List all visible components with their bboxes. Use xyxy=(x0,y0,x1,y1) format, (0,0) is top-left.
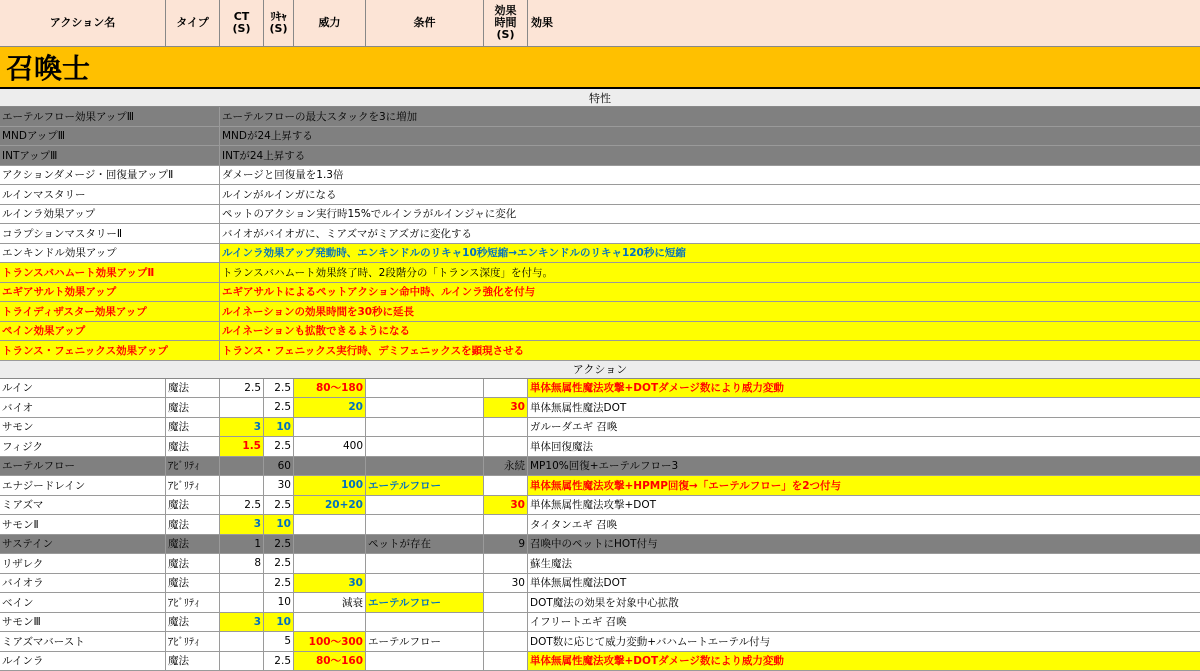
action-potency-cell[interactable]: 20+20 xyxy=(294,496,366,515)
action-row xyxy=(0,437,1200,457)
action-recast-cell[interactable]: 10 xyxy=(264,515,294,534)
action-type-cell[interactable]: 魔法 xyxy=(166,574,220,593)
action-potency-cell[interactable]: 20 xyxy=(294,398,366,417)
action-type-cell[interactable]: 魔法 xyxy=(166,379,220,398)
action-condition-cell[interactable]: エーテルフロー xyxy=(366,476,484,495)
action-duration-cell[interactable]: 30 xyxy=(484,398,528,417)
action-condition-cell[interactable]: エーテルフロー xyxy=(366,632,484,651)
action-type-cell[interactable]: 魔法 xyxy=(166,535,220,554)
action-duration-cell[interactable] xyxy=(484,437,528,456)
action-recast-cell[interactable]: 30 xyxy=(264,476,294,495)
action-ct-cell[interactable]: 3 xyxy=(220,515,264,534)
trait-name-cell[interactable]: コラプションマスタリーⅡ xyxy=(0,224,220,243)
action-row xyxy=(0,379,1200,399)
action-condition-cell[interactable] xyxy=(366,554,484,573)
action-name-cell[interactable]: バイオラ xyxy=(0,574,166,593)
trait-name-cell[interactable]: エンキンドル効果アップ xyxy=(0,244,220,263)
trait-row xyxy=(0,302,1200,322)
action-name-cell[interactable]: リザレク xyxy=(0,554,166,573)
action-name-cell[interactable]: エナジードレイン xyxy=(0,476,166,495)
action-duration-cell[interactable]: 永続 xyxy=(484,457,528,476)
action-type-cell[interactable]: 魔法 xyxy=(166,613,220,632)
action-recast-cell[interactable]: 2.5 xyxy=(264,398,294,417)
action-effect-cell[interactable]: DOT魔法の効果を対象中心拡散 xyxy=(528,593,1200,612)
trait-desc-cell[interactable]: INTが24上昇する xyxy=(220,146,1200,165)
action-name-cell[interactable]: エーテルフロー xyxy=(0,457,166,476)
trait-desc-cell[interactable]: ルインがルインガになる xyxy=(220,185,1200,204)
action-row xyxy=(0,418,1200,438)
trait-row xyxy=(0,224,1200,244)
action-recast-cell[interactable]: 60 xyxy=(264,457,294,476)
action-ct-cell[interactable] xyxy=(220,652,264,671)
action-name-cell[interactable]: ミアズマバースト xyxy=(0,632,166,651)
trait-name-cell[interactable]: ペイン効果アップ xyxy=(0,322,220,341)
action-effect-cell[interactable]: MP10%回復+エーテルフロー3 xyxy=(528,457,1200,476)
action-recast-cell[interactable]: 10 xyxy=(264,593,294,612)
action-recast-cell[interactable]: 5 xyxy=(264,632,294,651)
header-type[interactable]: タイプ xyxy=(166,0,220,46)
action-type-cell[interactable]: 魔法 xyxy=(166,496,220,515)
action-condition-cell[interactable] xyxy=(366,515,484,534)
action-condition-cell[interactable] xyxy=(366,437,484,456)
trait-name-cell[interactable]: トランスバハムート効果アップⅡ xyxy=(0,263,220,282)
action-condition-cell[interactable] xyxy=(366,418,484,437)
action-row xyxy=(0,554,1200,574)
trait-desc-cell[interactable]: トランス・フェニックス実行時、デミフェニックスを顕現させる xyxy=(220,341,1200,360)
action-row xyxy=(0,613,1200,633)
action-type-cell[interactable]: ｱﾋﾞﾘﾃｨ xyxy=(166,476,220,495)
action-duration-cell[interactable]: 30 xyxy=(484,574,528,593)
trait-row xyxy=(0,205,1200,225)
action-effect-cell[interactable]: 単体無属性魔法攻撃+DOTダメージ数により威力変動 xyxy=(528,379,1200,398)
action-condition-cell[interactable] xyxy=(366,652,484,671)
action-duration-cell[interactable] xyxy=(484,515,528,534)
action-row xyxy=(0,515,1200,535)
action-ct-cell[interactable]: 2.5 xyxy=(220,496,264,515)
trait-desc-cell[interactable]: トランスバハムート効果終了時、2段階分の「トランス深度」を付与。 xyxy=(220,263,1200,282)
trait-row xyxy=(0,185,1200,205)
action-type-cell[interactable]: ｱﾋﾞﾘﾃｨ xyxy=(166,457,220,476)
action-effect-cell[interactable]: 蘇生魔法 xyxy=(528,554,1200,573)
action-potency-cell[interactable] xyxy=(294,418,366,437)
action-type-cell[interactable]: 魔法 xyxy=(166,437,220,456)
action-potency-cell[interactable] xyxy=(294,515,366,534)
job-title-bar xyxy=(0,47,1200,89)
action-ct-cell[interactable] xyxy=(220,593,264,612)
action-type-cell[interactable]: ｱﾋﾞﾘﾃｨ xyxy=(166,632,220,651)
action-potency-cell[interactable] xyxy=(294,535,366,554)
trait-row xyxy=(0,341,1200,361)
trait-desc-cell[interactable]: ルイネーションも拡散できるようになる xyxy=(220,322,1200,341)
trait-desc-cell[interactable]: ルイネーションの効果時間を30秒に延長 xyxy=(220,302,1200,321)
action-condition-cell[interactable]: ペットが存在 xyxy=(366,535,484,554)
action-duration-cell[interactable]: 30 xyxy=(484,496,528,515)
action-row xyxy=(0,593,1200,613)
action-ct-cell[interactable]: 1 xyxy=(220,535,264,554)
action-potency-cell[interactable] xyxy=(294,554,366,573)
action-effect-cell[interactable]: 単体無属性魔法DOT xyxy=(528,574,1200,593)
action-recast-cell[interactable]: 2.5 xyxy=(264,496,294,515)
action-duration-cell[interactable]: 9 xyxy=(484,535,528,554)
action-row xyxy=(0,535,1200,555)
header-effect[interactable]: 効果 xyxy=(528,0,1200,46)
trait-desc-cell[interactable]: バイオがバイオガに、ミアズマがミアズガに変化する xyxy=(220,224,1200,243)
action-condition-cell[interactable]: エーテルフロー xyxy=(366,593,484,612)
action-name-cell[interactable]: ルインラ xyxy=(0,652,166,671)
action-potency-cell[interactable]: 100 xyxy=(294,476,366,495)
trait-name-cell[interactable]: INTアップⅢ xyxy=(0,146,220,165)
action-effect-cell[interactable]: DOT数に応じて威力変動+バハムートエーテル付与 xyxy=(528,632,1200,651)
action-type-cell[interactable]: 魔法 xyxy=(166,515,220,534)
trait-row xyxy=(0,244,1200,264)
action-recast-cell[interactable]: 2.5 xyxy=(264,652,294,671)
action-recast-cell[interactable]: 2.5 xyxy=(264,574,294,593)
action-condition-cell[interactable] xyxy=(366,574,484,593)
trait-desc-cell[interactable]: エーテルフローの最大スタックを3に増加 xyxy=(220,107,1200,126)
action-potency-cell[interactable]: 30 xyxy=(294,574,366,593)
action-ct-cell[interactable] xyxy=(220,398,264,417)
action-name-cell[interactable]: サステイン xyxy=(0,535,166,554)
trait-row xyxy=(0,146,1200,166)
action-recast-cell[interactable]: 2.5 xyxy=(264,379,294,398)
action-type-cell[interactable]: 魔法 xyxy=(166,652,220,671)
action-name-cell[interactable]: ミアズマ xyxy=(0,496,166,515)
action-effect-cell[interactable]: 単体無属性魔法攻撃+HPMP回復→「エーテルフロー」を2つ付与 xyxy=(528,476,1200,495)
action-potency-cell[interactable] xyxy=(294,457,366,476)
header-recast[interactable]: ﾘｷｬ (S) xyxy=(264,0,294,46)
action-effect-cell[interactable]: ガルーダエギ 召喚 xyxy=(528,418,1200,437)
actions-section-header xyxy=(0,361,1200,379)
action-row xyxy=(0,457,1200,477)
trait-name-cell[interactable]: トライディザスター効果アップ xyxy=(0,302,220,321)
trait-name-cell[interactable]: ルインマスタリー xyxy=(0,185,220,204)
action-ct-cell[interactable]: 3 xyxy=(220,418,264,437)
action-duration-cell[interactable] xyxy=(484,554,528,573)
action-name-cell[interactable]: サモンⅢ xyxy=(0,613,166,632)
trait-name-cell[interactable]: アクションダメージ・回復量アップⅡ xyxy=(0,166,220,185)
action-name-cell[interactable]: バイオ xyxy=(0,398,166,417)
action-condition-cell[interactable] xyxy=(366,457,484,476)
action-ct-cell[interactable]: 8 xyxy=(220,554,264,573)
action-type-cell[interactable]: 魔法 xyxy=(166,418,220,437)
job-title: 召喚士 xyxy=(6,47,90,87)
action-duration-cell[interactable] xyxy=(484,476,528,495)
action-row xyxy=(0,652,1200,671)
trait-desc-cell[interactable]: ルインラ効果アップ発動時、エンキンドルのリキャ10秒短縮→エンキンドルのリキャ120秒に短縮 xyxy=(220,244,1200,263)
action-duration-cell[interactable] xyxy=(484,379,528,398)
column-header-row xyxy=(0,0,1200,47)
actions-table xyxy=(0,379,1200,671)
trait-desc-cell[interactable]: ダメージと回復量を1.3倍 xyxy=(220,166,1200,185)
trait-name-cell[interactable]: エギアサルト効果アップ xyxy=(0,283,220,302)
trait-row xyxy=(0,127,1200,147)
header-duration[interactable]: 効果 時間 (S) xyxy=(484,0,528,46)
action-duration-cell[interactable] xyxy=(484,593,528,612)
traits-table xyxy=(0,107,1200,361)
action-type-cell[interactable]: ｱﾋﾞﾘﾃｨ xyxy=(166,593,220,612)
header-action-name[interactable]: アクション名 xyxy=(0,0,166,46)
traits-section-label: 特性 xyxy=(589,90,611,106)
action-condition-cell[interactable] xyxy=(366,496,484,515)
trait-name-cell[interactable]: MNDアップⅢ xyxy=(0,127,220,146)
action-potency-cell[interactable]: 80～160 xyxy=(294,652,366,671)
action-recast-cell[interactable]: 2.5 xyxy=(264,437,294,456)
trait-name-cell[interactable]: エーテルフロー効果アップⅢ xyxy=(0,107,220,126)
action-row xyxy=(0,632,1200,652)
action-name-cell[interactable]: ベイン xyxy=(0,593,166,612)
action-recast-cell[interactable]: 10 xyxy=(264,613,294,632)
trait-row xyxy=(0,322,1200,342)
action-ct-cell[interactable]: 1.5 xyxy=(220,437,264,456)
action-ct-cell[interactable]: 2.5 xyxy=(220,379,264,398)
trait-desc-cell[interactable]: エギアサルトによるペットアクション命中時、ルインラ強化を付与 xyxy=(220,283,1200,302)
action-row xyxy=(0,398,1200,418)
action-duration-cell[interactable] xyxy=(484,632,528,651)
trait-row xyxy=(0,263,1200,283)
action-effect-cell[interactable]: イフリートエギ 召喚 xyxy=(528,613,1200,632)
action-name-cell[interactable]: フィジク xyxy=(0,437,166,456)
action-type-cell[interactable]: 魔法 xyxy=(166,554,220,573)
traits-section-header xyxy=(0,89,1200,107)
action-potency-cell[interactable]: 100～300 xyxy=(294,632,366,651)
action-row xyxy=(0,496,1200,516)
action-row xyxy=(0,574,1200,594)
action-name-cell[interactable]: サモンⅡ xyxy=(0,515,166,534)
action-recast-cell[interactable]: 2.5 xyxy=(264,554,294,573)
trait-name-cell[interactable]: ルインラ効果アップ xyxy=(0,205,220,224)
action-row xyxy=(0,476,1200,496)
trait-row xyxy=(0,283,1200,303)
action-ct-cell[interactable] xyxy=(220,476,264,495)
header-potency[interactable]: 威力 xyxy=(294,0,366,46)
trait-desc-cell[interactable]: MNDが24上昇する xyxy=(220,127,1200,146)
trait-desc-cell[interactable]: ペットのアクション実行時15%でルインラがルインジャに変化 xyxy=(220,205,1200,224)
trait-name-cell[interactable]: トランス・フェニックス効果アップ xyxy=(0,341,220,360)
action-potency-cell[interactable]: 減衰 xyxy=(294,593,366,612)
action-ct-cell[interactable]: 3 xyxy=(220,613,264,632)
action-duration-cell[interactable] xyxy=(484,613,528,632)
trait-row xyxy=(0,107,1200,127)
action-ct-cell[interactable] xyxy=(220,457,264,476)
action-condition-cell[interactable] xyxy=(366,613,484,632)
action-potency-cell[interactable]: 80～180 xyxy=(294,379,366,398)
action-name-cell[interactable]: サモン xyxy=(0,418,166,437)
header-ct[interactable]: CT (S) xyxy=(220,0,264,46)
action-condition-cell[interactable] xyxy=(366,379,484,398)
action-effect-cell[interactable]: 召喚中のペットにHOT付与 xyxy=(528,535,1200,554)
action-name-cell[interactable]: ルイン xyxy=(0,379,166,398)
action-ct-cell[interactable] xyxy=(220,574,264,593)
actions-section-label: アクション xyxy=(573,361,627,377)
action-effect-cell[interactable]: 単体無属性魔法DOT xyxy=(528,398,1200,417)
action-potency-cell[interactable]: 400 xyxy=(294,437,366,456)
action-type-cell[interactable]: 魔法 xyxy=(166,398,220,417)
action-ct-cell[interactable] xyxy=(220,632,264,651)
trait-row xyxy=(0,166,1200,186)
action-effect-cell[interactable]: 単体無属性魔法攻撃+DOT xyxy=(528,496,1200,515)
header-condition[interactable]: 条件 xyxy=(366,0,484,46)
action-condition-cell[interactable] xyxy=(366,398,484,417)
action-duration-cell[interactable] xyxy=(484,652,528,671)
action-duration-cell[interactable] xyxy=(484,418,528,437)
action-effect-cell[interactable]: 単体回復魔法 xyxy=(528,437,1200,456)
action-recast-cell[interactable]: 2.5 xyxy=(264,535,294,554)
action-potency-cell[interactable] xyxy=(294,613,366,632)
action-recast-cell[interactable]: 10 xyxy=(264,418,294,437)
action-effect-cell[interactable]: タイタンエギ 召喚 xyxy=(528,515,1200,534)
action-effect-cell[interactable]: 単体無属性魔法攻撃+DOTダメージ数により威力変動 xyxy=(528,652,1200,671)
